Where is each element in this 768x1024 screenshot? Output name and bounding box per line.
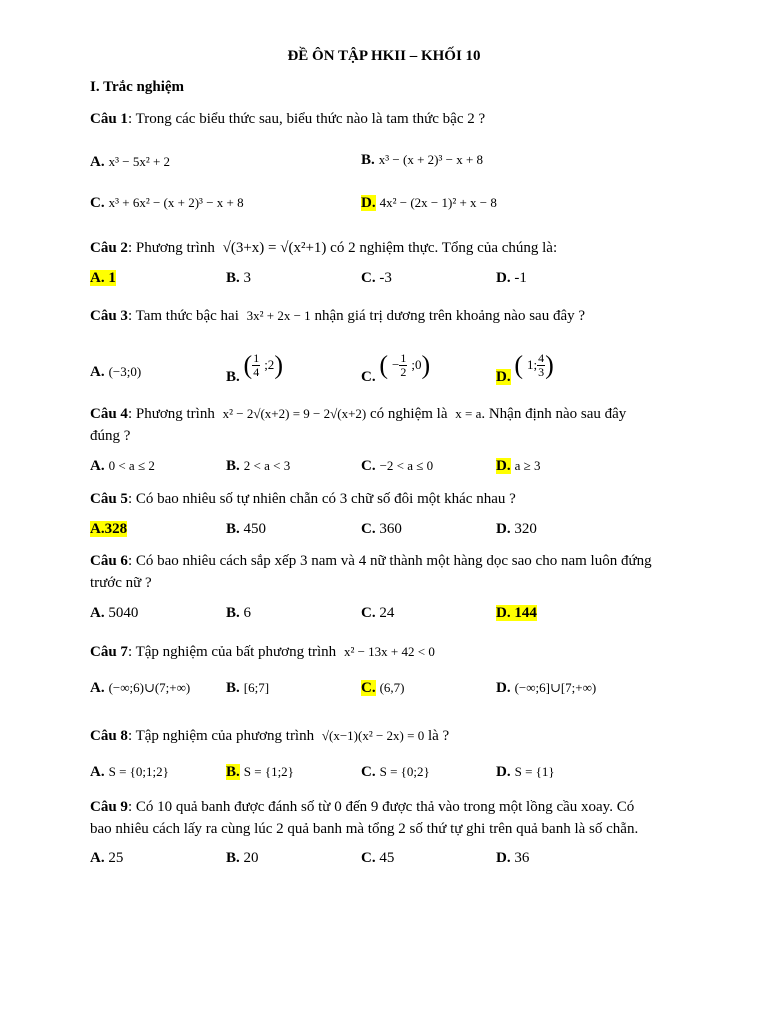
option-label: B.	[226, 368, 240, 385]
question-number: Câu 7	[90, 644, 128, 660]
option-label: B.	[226, 764, 240, 780]
q6-option-d[interactable]	[496, 603, 537, 623]
q7-option-d[interactable]	[496, 678, 596, 698]
question-8	[90, 724, 449, 748]
option-label: C.	[361, 605, 376, 621]
equation: √(x−1)(x² − 2x) = 0	[321, 728, 425, 743]
question-4	[90, 402, 626, 426]
root-variable: x = a	[455, 406, 482, 421]
option-value: 45	[379, 850, 395, 866]
question-5	[90, 488, 516, 511]
option-label: B.	[226, 521, 240, 537]
q4-option-a[interactable]	[90, 456, 155, 476]
q5-option-a[interactable]	[90, 519, 127, 539]
option-label: C.	[361, 850, 376, 866]
option-value: (−∞;6]∪[7;+∞)	[514, 680, 597, 695]
q1-option-a[interactable]	[90, 152, 170, 172]
option-value: S = {1}	[514, 764, 555, 779]
fraction: $\frac{4}{3}$	[538, 351, 545, 379]
question-text: : Phương trình	[127, 240, 215, 256]
q3-option-a[interactable]	[90, 362, 141, 382]
question-text: : Tập nghiệm của phương trình	[127, 728, 315, 744]
option-value: 360	[379, 521, 402, 537]
question-number: Câu 3	[90, 308, 128, 324]
option-value: [6;7]	[243, 680, 270, 695]
q2-option-b[interactable]	[226, 268, 251, 288]
option-label: A. 1	[90, 270, 116, 286]
q8-option-b[interactable]	[226, 762, 294, 782]
option-label: A.328	[90, 521, 128, 537]
question-number: Câu 8	[90, 728, 128, 744]
q2-option-a[interactable]	[90, 268, 116, 288]
option-label: A.	[90, 364, 105, 380]
question-text-end: nhận giá trị dương trên khoảng nào sau đây ?	[314, 308, 586, 324]
question-text: : Có bao nhiêu cách sắp xếp 3 nam và 4 nữ thành một hàng dọc sao cho nam luôn đứng	[127, 553, 652, 569]
question-4-line2: đúng ?	[90, 428, 131, 444]
option-label: C.	[361, 458, 376, 474]
question-number: Câu 2	[90, 240, 128, 256]
option-label: C.	[361, 521, 376, 537]
question-text-mid: có nghiệm là	[370, 406, 448, 422]
question-text: : Có bao nhiêu số tự nhiên chẵn có 3 chữ số đôi một khác nhau ?	[127, 491, 516, 507]
q5-option-d[interactable]	[496, 519, 537, 539]
option-value: 24	[379, 605, 395, 621]
option-value: 3	[243, 270, 252, 286]
option-label: B.	[226, 850, 240, 866]
option-label: A.	[90, 680, 105, 696]
option-label: A.	[90, 850, 105, 866]
fraction: $\frac{1}{2}$	[400, 351, 407, 379]
option-label: B.	[226, 458, 240, 474]
option-label: D.	[496, 764, 511, 780]
question-number: Câu 9	[90, 799, 128, 815]
q4-option-c[interactable]	[361, 456, 433, 476]
option-value: 450	[243, 521, 267, 537]
q8-option-d[interactable]	[496, 762, 555, 782]
question-6	[90, 550, 652, 573]
question-9-line2: bao nhiêu cách lấy ra cùng lúc 2 quả banh mà tổng 2 số thứ tự ghi trên quả banh là số chẵn.	[90, 821, 639, 837]
option-value: 5040	[108, 605, 139, 621]
question-6-line2: trước nữ ?	[90, 575, 152, 591]
q9-option-c[interactable]	[361, 848, 394, 868]
option-label: C.	[361, 270, 376, 286]
q7-option-c[interactable]	[361, 678, 405, 698]
option-label: A.	[90, 154, 105, 170]
question-text: : Phương trình	[127, 406, 215, 422]
option-value: 4x² − (2x − 1)² + x − 8	[379, 195, 497, 210]
q1-option-b[interactable]	[361, 150, 483, 170]
fraction: $\frac{1}{4}$	[253, 351, 260, 379]
q7-option-b[interactable]	[226, 678, 269, 698]
expression: 3x² + 2x − 1	[246, 308, 311, 323]
option-value: 25	[108, 850, 124, 866]
q7-option-a[interactable]	[90, 678, 190, 698]
option-label: A.	[90, 764, 105, 780]
option-label: D. 144	[496, 605, 537, 621]
option-value: 36	[514, 850, 530, 866]
option-value: S = {1;2}	[243, 764, 294, 779]
option-label: B.	[226, 605, 240, 621]
q6-option-b[interactable]	[226, 603, 251, 623]
question-9	[90, 796, 634, 819]
option-label: B.	[361, 152, 375, 168]
option-value: −2 < a ≤ 0	[379, 458, 434, 473]
q4-option-d[interactable]	[496, 456, 541, 476]
q9-option-a[interactable]	[90, 848, 123, 868]
q8-option-c[interactable]	[361, 762, 430, 782]
option-value: (−3;0)	[108, 364, 142, 379]
option-label: C.	[361, 764, 376, 780]
option-label: C.	[361, 680, 376, 696]
question-text: : Trong các biểu thức sau, biểu thức nào là tam thức bậc 2 ?	[127, 111, 486, 127]
q9-option-d[interactable]	[496, 848, 529, 868]
q8-option-a[interactable]	[90, 762, 169, 782]
option-value: 20	[243, 850, 259, 866]
q3-option-d[interactable]: D. ( 1; $\frac{4}{3}$ )	[496, 350, 554, 385]
option-value: x³ − 5x² + 2	[108, 154, 171, 169]
option-label: D.	[496, 521, 511, 537]
option-value: S = {0;1;2}	[108, 764, 169, 779]
page-title: ĐỀ ÔN TẬP HKII – KHỐI 10	[287, 48, 481, 64]
question-1	[90, 108, 485, 131]
section-heading: I. Trắc nghiệm	[90, 79, 185, 95]
question-3	[90, 304, 585, 328]
option-value: a ≥ 3	[514, 458, 541, 473]
q9-option-b[interactable]	[226, 848, 259, 868]
question-number: Câu 1	[90, 111, 128, 127]
inequality: x² − 13x + 42 < 0	[343, 644, 435, 659]
option-value: 0 < a ≤ 2	[108, 458, 155, 473]
option-value: 2 < a < 3	[243, 458, 291, 473]
option-label: D.	[496, 458, 511, 474]
q5-option-b[interactable]	[226, 519, 266, 539]
q1-option-d[interactable]	[361, 193, 497, 213]
question-2	[90, 237, 557, 260]
q2-option-c[interactable]	[361, 268, 392, 288]
option-value: S = {0;2}	[379, 764, 430, 779]
option-value: -1	[514, 270, 527, 286]
option-label: D.	[496, 368, 511, 385]
option-label: D.	[496, 850, 511, 866]
option-label: A.	[90, 458, 105, 474]
question-text-end: có 2 nghiệm thực. Tổng của chúng là:	[330, 240, 558, 256]
equation: √(3+x) = √(x²+1)	[222, 240, 327, 256]
option-label: C.	[361, 368, 376, 385]
q5-option-c[interactable]	[361, 519, 402, 539]
option-value: x³ − (x + 2)³ − x + 8	[378, 152, 484, 167]
option-value: 6	[243, 605, 252, 621]
q6-option-a[interactable]	[90, 603, 138, 623]
question-text-end: là ?	[427, 728, 450, 744]
option-label: A.	[90, 605, 105, 621]
q3-option-b[interactable]: B. ( $\frac{1}{4}$ ;2)	[226, 350, 283, 385]
question-number: Câu 6	[90, 553, 128, 569]
option-label: D.	[496, 680, 511, 696]
q6-option-c[interactable]	[361, 603, 394, 623]
question-number: Câu 5	[90, 491, 128, 507]
option-value: (6,7)	[379, 680, 405, 695]
option-label: C.	[90, 195, 105, 211]
question-text: : Có 10 quả banh được đánh số từ 0 đến 9 được thả vào trong một lồng cầu xoay. Có	[127, 799, 635, 815]
option-value: x³ + 6x² − (x + 2)³ − x + 8	[108, 195, 244, 210]
q2-option-d[interactable]	[496, 268, 527, 288]
q3-option-c[interactable]: C. ( − $\frac{1}{2}$ ;0)	[361, 350, 431, 385]
option-value: -3	[379, 270, 392, 286]
equation: x² − 2√(x+2) = 9 − 2√(x+2)	[222, 406, 367, 421]
option-value: (−∞;6)∪(7;+∞)	[108, 680, 191, 695]
option-label: B.	[226, 680, 240, 696]
question-text: : Tập nghiệm của bất phương trình	[127, 644, 337, 660]
option-value: 320	[514, 521, 537, 537]
question-text: : Tam thức bậc hai	[127, 308, 239, 324]
option-label: D.	[361, 195, 376, 211]
option-label: B.	[226, 270, 240, 286]
q4-option-b[interactable]	[226, 456, 290, 476]
q1-option-c[interactable]	[90, 193, 244, 213]
question-text-end: . Nhận định nào sau đây	[481, 406, 627, 422]
question-7	[90, 640, 435, 664]
question-number: Câu 4	[90, 406, 128, 422]
option-label: D.	[496, 270, 511, 286]
